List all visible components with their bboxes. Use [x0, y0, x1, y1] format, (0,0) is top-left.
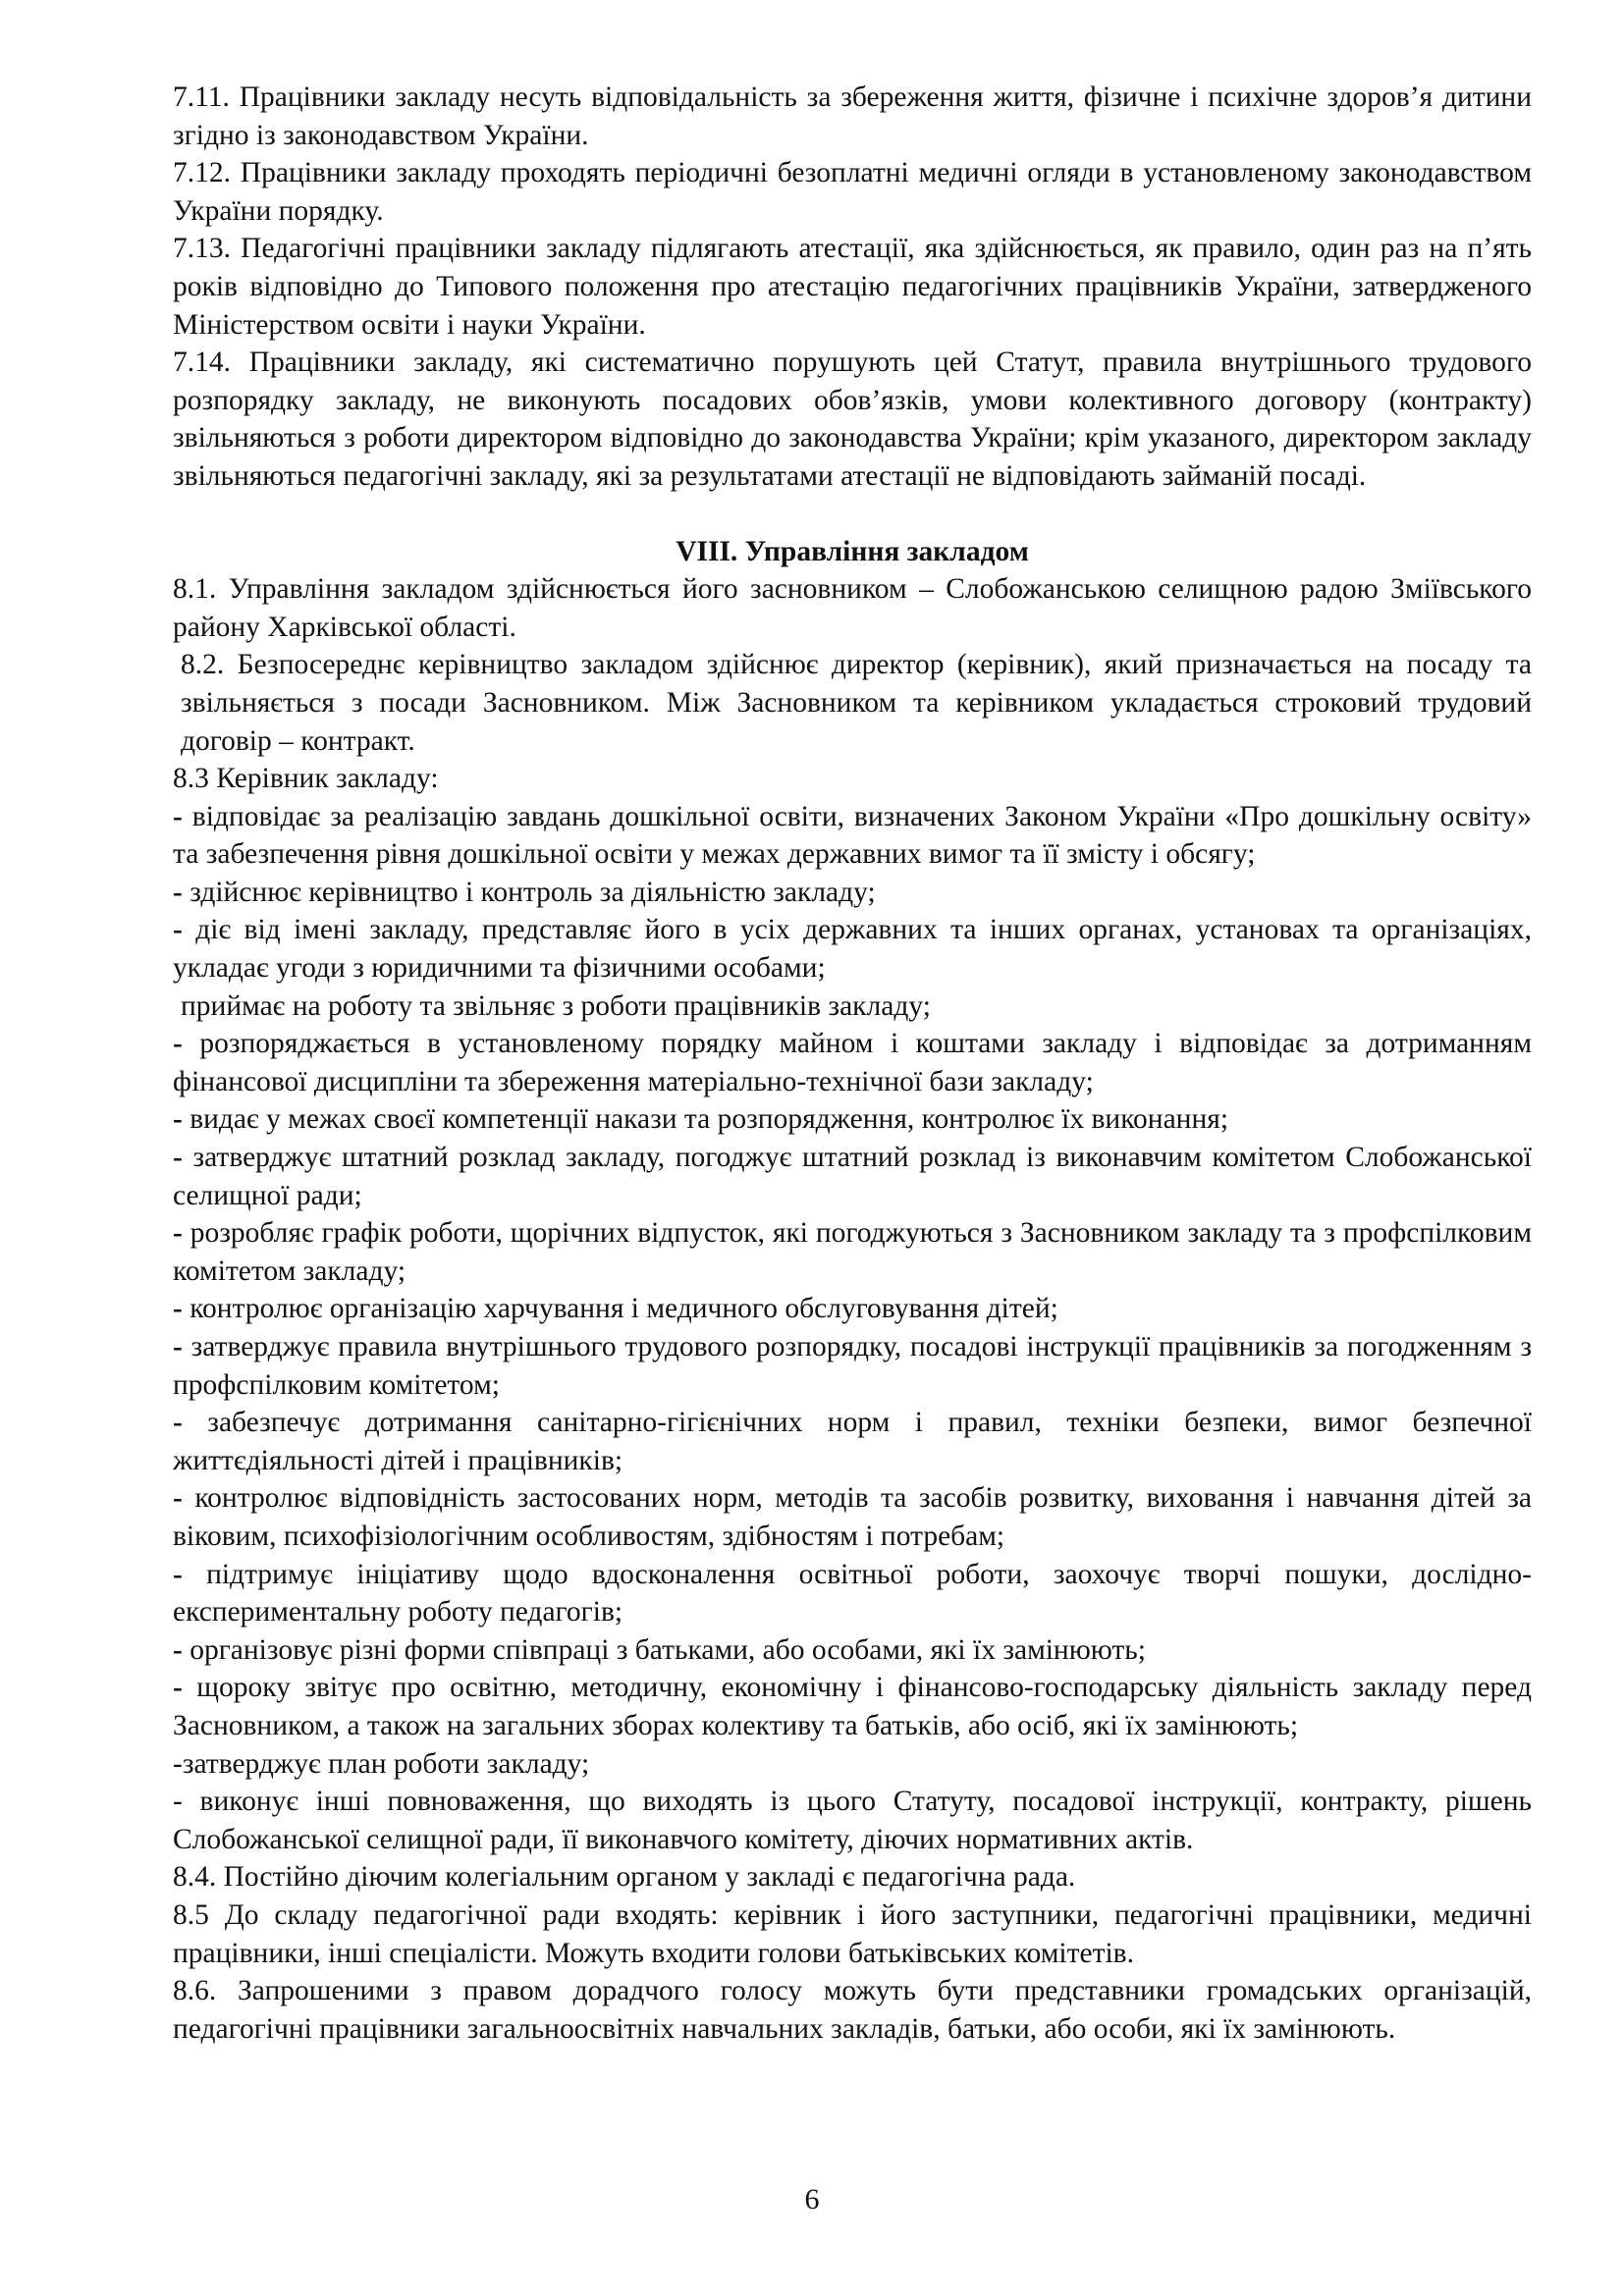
- duty-text: відповідає за реалізацію завдань дошкільної освіти, визначених Законом України «Про дошкільну освіту» та забезпечення рівня дошкільної освіти у межах державних вимог та її змісту і обсягу;: [173, 800, 1532, 871]
- duty-bullet: -: [173, 800, 183, 832]
- duty-item: [173, 1631, 1532, 1670]
- duty-text: здійснює керівництво і контроль за діяльністю закладу;: [182, 876, 876, 908]
- duty-text: затверджує штатний розклад закладу, погоджує штатний розклад із виконавчим комітетом Слобожанської селищної ради;: [173, 1142, 1532, 1211]
- duty-item: [173, 1745, 1532, 1784]
- duty-text: підтримує ініціативу щодо вдосконалення освітньої роботи, заохочує творчі пошуки, дослідно-експериментальну роботу педагогів;: [173, 1558, 1532, 1629]
- page-number: 6: [804, 2183, 820, 2216]
- duty-text: діє від імені закладу, представляє його в усіх державних та інших органах, установах та організаціях, укладає угоди з юридичними та фізичними особами;: [173, 914, 1532, 985]
- paragraph-7-11: 7.11. Працівники закладу несуть відповідальність за збереження життя, фізичне і психічне здоров’я дитини згідно із законодавством України.: [173, 81, 1532, 151]
- paragraph-8-6: 8.6. Запрошеними з правом дорадчого голосу можуть бути представники громадських організацій, педагогічні працівники загальноосвітніх навчальних закладів, батьки, або особи, які їх замінюють.: [173, 1975, 1532, 2045]
- duty-text: контролює організацію харчування і медичного обслуговування дітей;: [182, 1293, 1058, 1325]
- duty-item: [173, 988, 1532, 1026]
- duty-item: [173, 798, 1532, 874]
- duty-item: [173, 1556, 1532, 1631]
- paragraph-7-12: 7.12. Працівники закладу проходять періодичні безоплатні медичні огляди в установленому законодавством України порядку.: [173, 157, 1532, 227]
- paragraph-7-14: 7.14. Працівники закладу, які систематично порушують цей Статут, правила внутрішнього трудового розпорядку закладу, не виконують посадових обов’язків, умови колективного договору (контракту) звільняються з роботи директором відповідно до законодавства України; крім указаного, директором закладу звільняються педагогічні закладу, які за результатами атестації не відповідають займаній посаді.: [173, 347, 1532, 492]
- duty-text: затверджує правила внутрішнього трудового розпорядку, посадові інструкції працівників за погодженням з профспілковим комітетом;: [173, 1331, 1532, 1401]
- duty-bullet: -: [173, 1672, 183, 1704]
- duty-item: [173, 1783, 1532, 1858]
- duty-text: забезпечує дотримання санітарно-гігієнічних норм і правил, техніки безпеки, вимог безпечної життєдіяльності дітей і працівників;: [173, 1407, 1532, 1476]
- duty-text: розробляє графік роботи, щорічних відпусток, які погоджуються з Засновником закладу та з профспілковим комітетом закладу;: [173, 1217, 1532, 1287]
- paragraph-8-1: 8.1. Управління закладом здійснюється його засновником – Слобожанською селищною радою Зміївського району Харківської області.: [173, 573, 1532, 643]
- duty-bullet: -: [173, 1633, 183, 1666]
- duty-text: контролює відповідність застосованих норм, методів та засобів розвитку, виховання і навчання дітей за віковим, психофізіологічним особливостям, здібностям і потребам;: [173, 1482, 1532, 1552]
- duty-text: приймає на роботу та звільняє з роботи працівників закладу;: [181, 989, 931, 1022]
- duty-item: [173, 1328, 1532, 1404]
- paragraph-8-3: 8.3 Керівник закладу:: [173, 763, 439, 795]
- duty-bullet: -: [173, 1407, 183, 1439]
- section-spacer: [173, 496, 1532, 533]
- duty-bullet: -: [173, 914, 183, 946]
- duty-text: організовує різні форми співпраці з батьками, або особами, які їх замінюють;: [182, 1633, 1146, 1666]
- duty-bullet: -: [173, 1482, 183, 1515]
- duty-item: [173, 1139, 1532, 1214]
- duty-item: [173, 1404, 1532, 1479]
- director-duties-list: [173, 798, 1532, 1859]
- duty-text: -затверджує план роботи закладу;: [173, 1747, 590, 1780]
- paragraph-7-13: 7.13. Педагогічні працівники закладу підлягають атестації, яка здійснюється, як правило, один раз на п’ять років відповідно до Типового положення про атестацію педагогічних працівників України, затвердженого Міністерством освіти і науки України.: [173, 233, 1532, 341]
- paragraph-8-5: 8.5 До складу педагогічної ради входять: керівник і його заступники, педагогічні працівники, медичні працівники, інші спеціалісти. Можуть входити голови батьківських комітетів.: [173, 1898, 1532, 1969]
- duty-item: [173, 911, 1532, 987]
- duty-bullet: -: [173, 1028, 183, 1060]
- duty-item: [173, 1479, 1532, 1555]
- duty-text: щороку звітує про освітню, методичну, економічну і фінансово-господарську діяльність закладу перед Засновником, а також на загальних зборах колективу та батьків, або осіб, які їх замінюють;: [173, 1672, 1532, 1741]
- paragraph-8-4: 8.4. Постійно діючим колегіальним органом у закладі є педагогічна рада.: [173, 1861, 1076, 1894]
- duty-bullet: -: [173, 1217, 183, 1250]
- duty-item: [173, 874, 1532, 912]
- paragraph-8-2: 8.2. Безпосереднє керівництво закладом здійснює директор (керівник), який призначається на посаду та звільняється з посади Засновником. Між Засновником та керівником укладається строковий трудовий договір – контракт.: [181, 649, 1532, 757]
- duty-bullet: -: [173, 1293, 183, 1325]
- duty-text: розпоряджається в установленому порядку майном і коштами закладу і відповідає за дотриманням фінансової дисципліни та збереження матеріально-технічної бази закладу;: [173, 1028, 1532, 1097]
- duty-bullet: -: [173, 1142, 183, 1174]
- duty-bullet: -: [173, 1331, 183, 1362]
- duty-text: - виконує інші повноваження, що виходять із цього Статуту, посадової інструкції, контракту, рішень Слобожанської селищної ради, її виконавчого комітету, діючих нормативних актів.: [173, 1786, 1532, 1855]
- document-page: [173, 79, 1532, 2048]
- duty-item: [173, 1669, 1532, 1744]
- section-heading-viii: VIII. Управління закладом: [676, 535, 1029, 567]
- duty-bullet: -: [173, 1103, 183, 1136]
- duty-bullet: -: [173, 1558, 183, 1590]
- duty-bullet: -: [173, 876, 183, 908]
- duty-item: [173, 1025, 1532, 1100]
- duty-item: [173, 1214, 1532, 1290]
- duty-item: [173, 1100, 1532, 1139]
- duty-item: [173, 1290, 1532, 1328]
- duty-text: видає у межах своєї компетенції накази та розпорядження, контролює їх виконання;: [182, 1103, 1229, 1136]
